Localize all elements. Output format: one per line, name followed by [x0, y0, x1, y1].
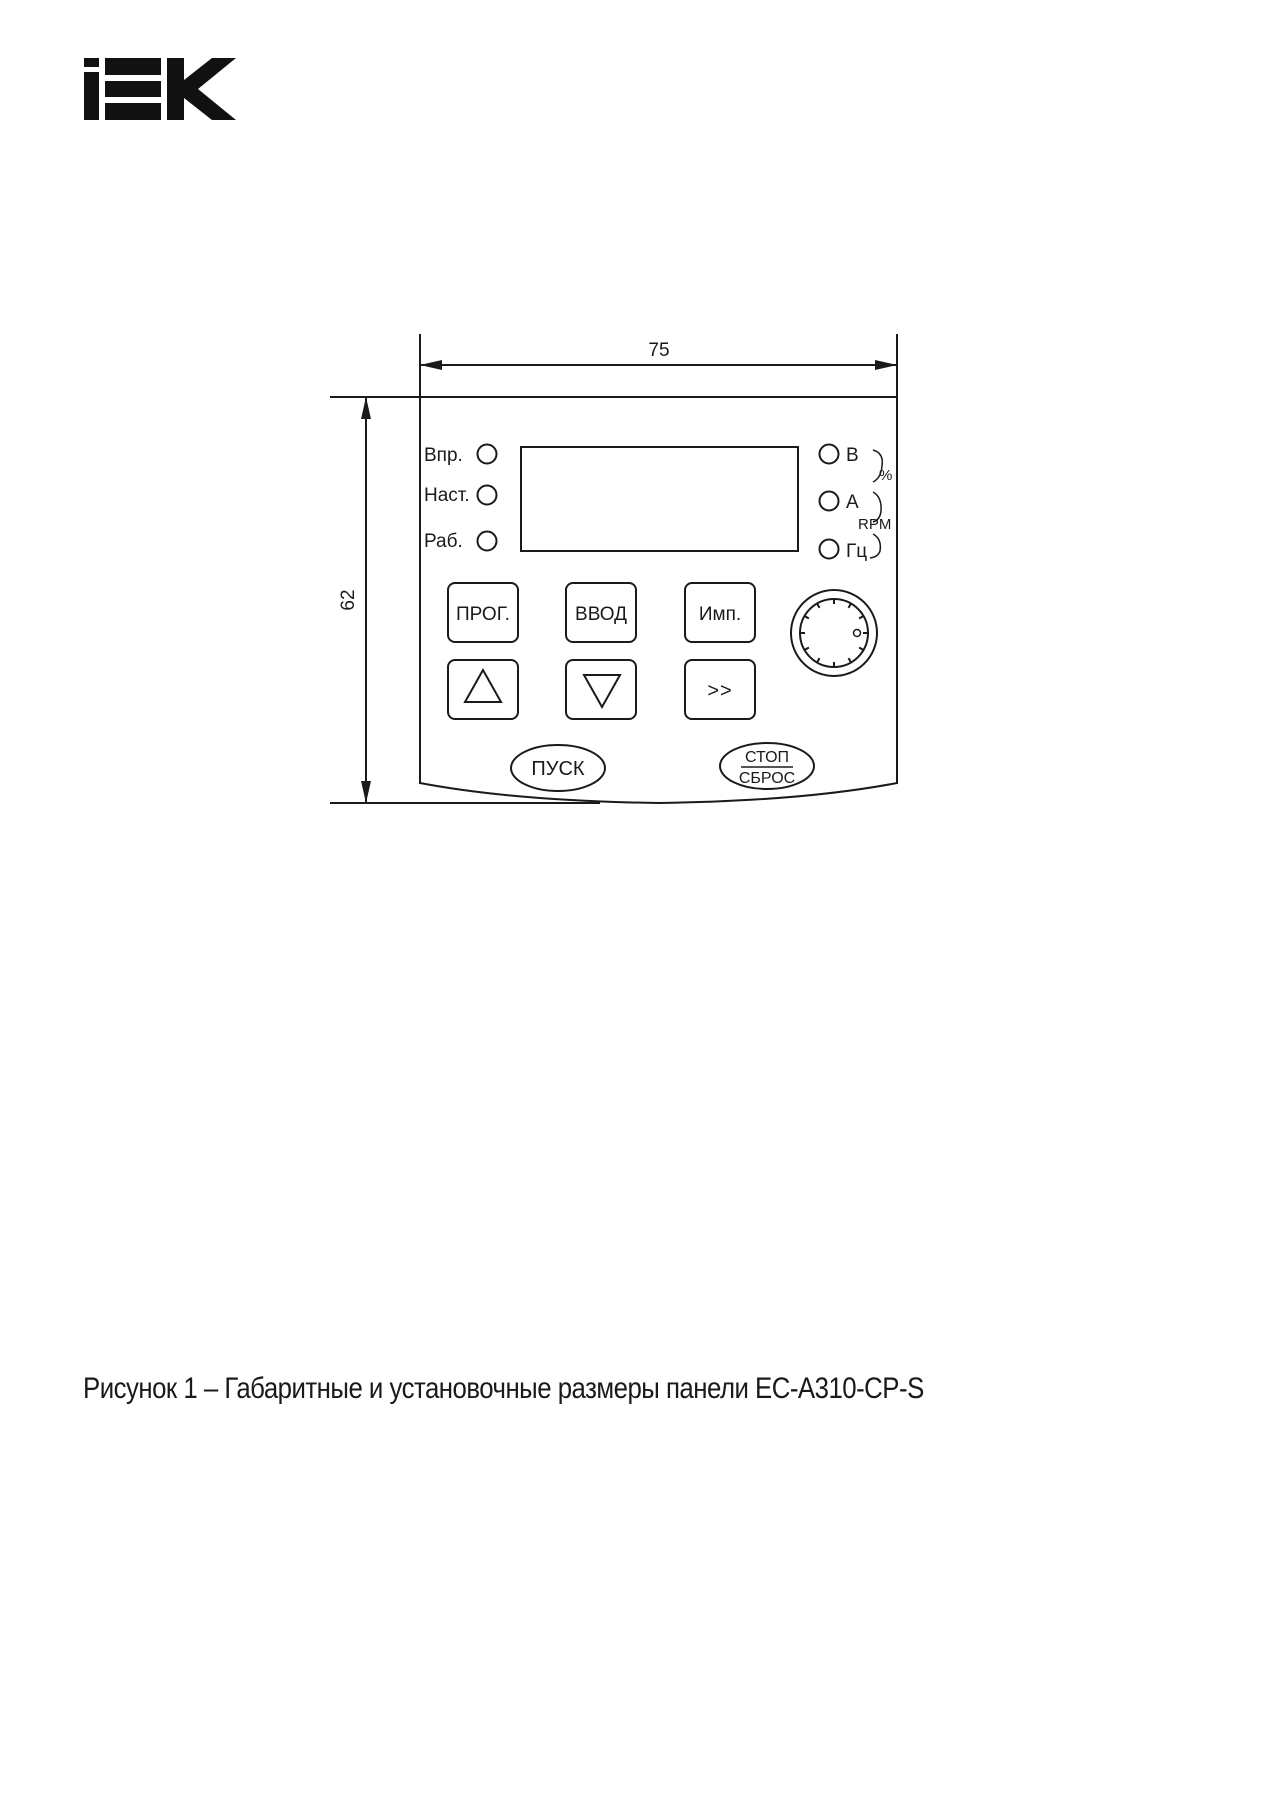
- indicator-label-volt: В: [846, 445, 859, 466]
- enter-button[interactable]: [566, 583, 636, 642]
- indicator-led-volt: [820, 445, 839, 464]
- shift-button[interactable]: [685, 660, 755, 719]
- imp-button[interactable]: [685, 583, 755, 642]
- indicator-led-direction: [478, 445, 497, 464]
- indicator-label-setting: Наст.: [424, 485, 470, 506]
- imp-button-label: Имп.: [698, 604, 742, 625]
- indicator-label-amp: А: [846, 492, 859, 513]
- display-screen: [521, 447, 798, 551]
- stop-reset-button[interactable]: [720, 743, 814, 789]
- indicator-led-amp: [820, 492, 839, 511]
- double-chevron-right-icon: >>: [707, 680, 733, 702]
- arrow-left: [420, 360, 442, 370]
- prog-button-label: ПРОГ.: [456, 604, 510, 625]
- start-button-label: ПУСК: [531, 758, 585, 780]
- potentiometer-knob-icon[interactable]: [791, 590, 877, 676]
- reset-button-label: СБРОС: [738, 770, 796, 787]
- bracket-hz: [870, 534, 880, 558]
- indicator-led-hz: [820, 540, 839, 559]
- arrow-top: [361, 397, 371, 419]
- figure-caption: Рисунок 1 – Габаритные и установочные размеры панели EC-A310-CP-S: [83, 1372, 924, 1405]
- indicator-label-hz: Гц: [846, 541, 868, 562]
- width-dimension-label: 75: [648, 340, 670, 361]
- prog-button[interactable]: [448, 583, 518, 642]
- bracket-label-percent: %: [879, 467, 893, 484]
- indicator-led-run: [478, 532, 497, 551]
- height-dimension-label: 62: [338, 589, 359, 611]
- indicator-led-setting: [478, 486, 497, 505]
- down-button[interactable]: [566, 660, 636, 719]
- start-button[interactable]: [511, 745, 605, 791]
- indicator-label-direction: Впр.: [424, 445, 463, 466]
- bracket-label-rpm: RPM: [858, 516, 892, 533]
- arrow-right: [875, 360, 897, 370]
- up-button[interactable]: [448, 660, 518, 719]
- stop-button-label: СТОП: [744, 749, 790, 766]
- indicator-label-run: Раб.: [424, 531, 463, 552]
- enter-button-label: ВВОД: [575, 604, 627, 625]
- arrow-bottom: [361, 781, 371, 803]
